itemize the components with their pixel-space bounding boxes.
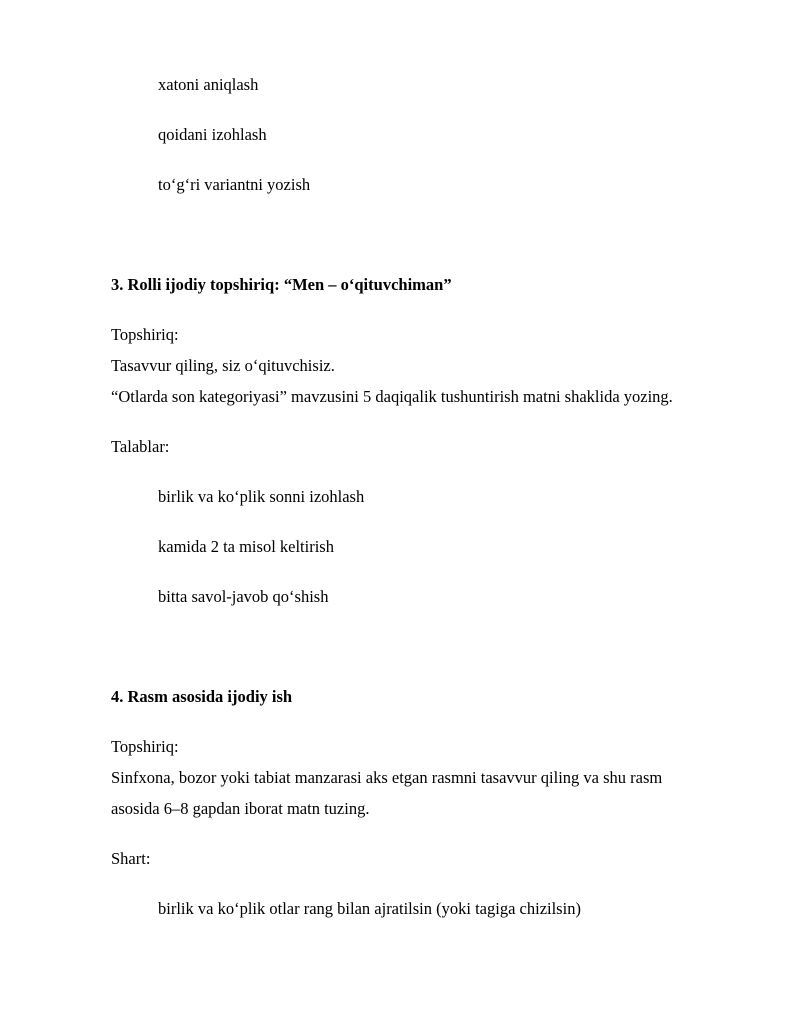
section-heading: 4. Rasm asosida ijodiy ish [111,687,293,706]
list-item: qoidani izohlash [158,125,267,144]
section-heading: 3. Rolli ijodiy topshiriq: “Men – o‘qituvchiman” [111,275,452,294]
task-text: Tasavvur qiling, siz o‘qituvchisiz. [111,356,335,375]
task-text: “Otlarda son kategoriyasi” mavzusini 5 daqiqalik tushuntirish matni shaklida yozing. [111,387,673,406]
list-item: birlik va ko‘plik otlar rang bilan ajratilsin (yoki tagiga chizilsin) [158,899,581,918]
list-item: kamida 2 ta misol keltirish [158,537,334,556]
list-item: to‘g‘ri variantni yozish [158,175,311,194]
list-item: xatoni aniqlash [158,75,259,94]
task-label: Topshiriq: [111,325,179,344]
task-text: asosida 6–8 gapdan iborat matn tuzing. [111,799,370,818]
list-item: bitta savol-javob qo‘shish [158,587,329,606]
list-item: birlik va ko‘plik sonni izohlash [158,487,365,506]
task-text: Sinfxona, bozor yoki tabiat manzarasi aks etgan rasmni tasavvur qiling va shu rasm [111,768,663,787]
requirements-label: Talablar: [111,437,170,456]
condition-label: Shart: [111,849,151,868]
task-label: Topshiriq: [111,737,179,756]
